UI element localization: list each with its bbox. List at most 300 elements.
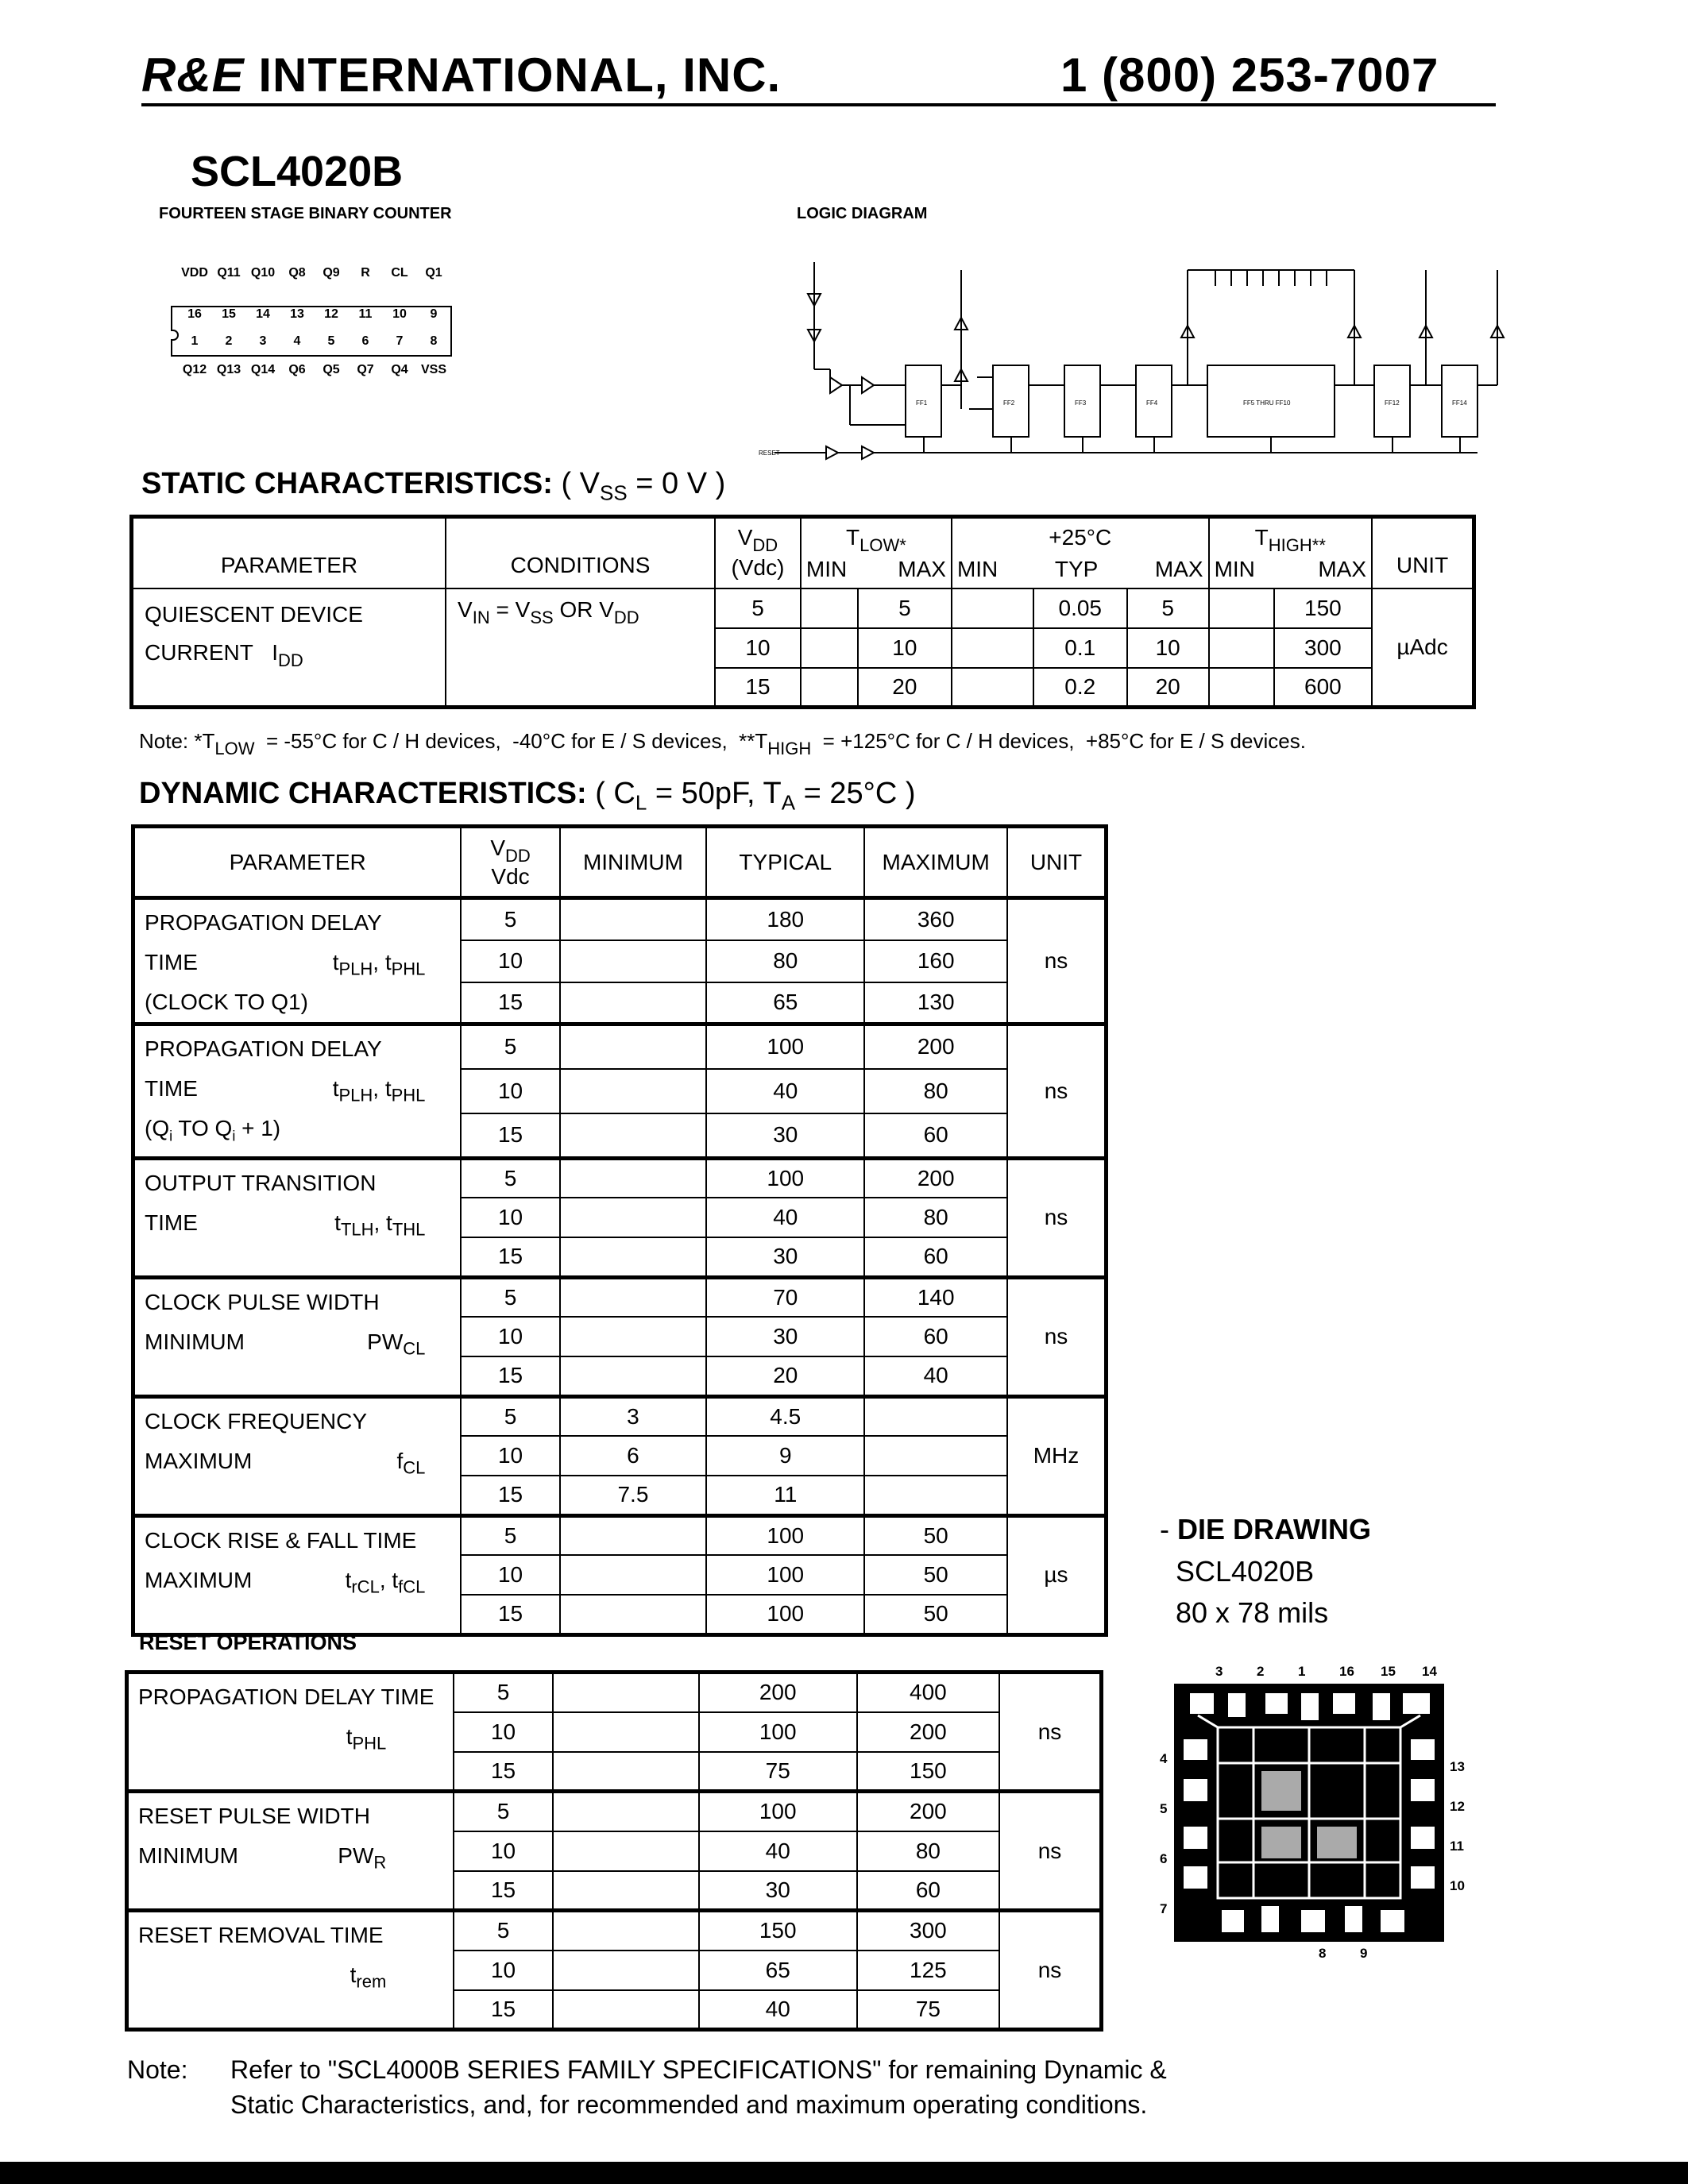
static-cell-thigh-max: 600 (1274, 668, 1372, 708)
cell-minimum (560, 940, 706, 982)
param-line2: TIME (145, 950, 198, 974)
static-cell-thigh-min (1209, 588, 1274, 628)
die-size: 80 x 78 mils (1176, 1596, 1329, 1629)
pin-label: Q7 (357, 363, 374, 376)
param-sym: PW (338, 1843, 374, 1868)
cell-typical: 100 (706, 1555, 864, 1595)
cell-vdd: 10 (461, 940, 559, 982)
pin-label: Q14 (250, 363, 276, 376)
static-cell-typ25: 0.1 (1033, 628, 1127, 668)
pin-number: 4 (293, 334, 301, 348)
param-line3-sub2: i (232, 1128, 236, 1144)
table-row (127, 1792, 1102, 1831)
cell-minimum (553, 1871, 699, 1911)
cell-typical: 30 (706, 1113, 864, 1158)
static-cell-max25: 20 (1127, 668, 1209, 708)
pin-label: Q9 (323, 266, 340, 280)
pin-label: Q12 (182, 363, 207, 376)
static-title (141, 467, 725, 506)
cell-vdd: 15 (454, 1752, 552, 1792)
dynamic-header-typical: TYPICAL (706, 827, 864, 898)
param-symbol (333, 943, 426, 990)
cell-typical: 100 (699, 1712, 857, 1752)
param-sym-sub: PLH (338, 1085, 373, 1106)
param-line2: TIME (145, 1210, 198, 1235)
pin-number: 8 (430, 334, 438, 348)
cell-typical: 180 (706, 898, 864, 940)
dynamic-condition (595, 777, 916, 815)
param-sym-sub: PLH (338, 959, 373, 979)
cell-maximum: 60 (857, 1871, 999, 1911)
static-cell-tlow-max: 10 (858, 628, 952, 668)
param-line2: MAXIMUM (145, 1567, 253, 1592)
pinout-bottom-labels (163, 363, 457, 380)
cell-vdd: 15 (461, 1356, 559, 1396)
param-symbol (397, 1441, 426, 1488)
cell-minimum: 3 (560, 1396, 706, 1436)
die-pin-label: 12 (1450, 1799, 1465, 1814)
cell-typical: 80 (706, 940, 864, 982)
die-pin-label: 5 (1160, 1801, 1168, 1816)
table-row (133, 1024, 1107, 1069)
cell-vdd: 10 (461, 1555, 559, 1595)
pin-number: 16 (187, 307, 202, 321)
static-cell-min25 (952, 628, 1033, 668)
table-row (133, 898, 1107, 940)
static-header-25c (952, 517, 1209, 588)
static-25c-max: MAX (1154, 557, 1203, 582)
reset-param-cell (127, 1673, 454, 1792)
die-pin-label: 4 (1160, 1751, 1168, 1766)
param-symbol (346, 1561, 426, 1607)
cell-maximum: 200 (864, 1158, 1007, 1198)
table-row (133, 1158, 1107, 1198)
cell-maximum: 200 (864, 1024, 1007, 1069)
cell-typical: 100 (706, 1515, 864, 1555)
cell-maximum: 150 (857, 1752, 999, 1792)
pin-number: 1 (191, 334, 199, 348)
static-25c-typ: TYP (1054, 557, 1099, 582)
cell-minimum (560, 898, 706, 940)
static-thigh-sub-headers (1210, 557, 1371, 587)
param-symbol (333, 1069, 426, 1116)
static-cond-or: OR V (553, 596, 614, 622)
cell-vdd: 15 (461, 1237, 559, 1277)
static-cond-v: V (458, 596, 473, 622)
param-line1: PROPAGATION DELAY (145, 1036, 382, 1061)
static-cell-max25: 10 (1127, 628, 1209, 668)
cell-vdd: 10 (461, 1317, 559, 1356)
cell-typical: 11 (706, 1476, 864, 1515)
dynamic-param-cell (133, 898, 462, 1024)
pin-number: 12 (324, 307, 338, 321)
dynamic-table (131, 824, 1108, 1637)
cell-minimum (560, 982, 706, 1024)
cell-minimum (560, 1198, 706, 1237)
cell-vdd: 5 (461, 1158, 559, 1198)
cell-maximum: 50 (864, 1555, 1007, 1595)
cell-minimum (560, 1069, 706, 1113)
cell-vdd: 5 (461, 898, 559, 940)
cell-typical: 70 (706, 1277, 864, 1317)
param-line1: PROPAGATION DELAY TIME (138, 1684, 435, 1709)
param-sym: t (346, 1724, 353, 1749)
cell-vdd: 10 (454, 1951, 552, 1990)
cell-maximum: 130 (864, 982, 1007, 1024)
static-tlow-t: T (846, 525, 860, 550)
static-condition (561, 467, 726, 505)
cell-typical: 100 (706, 1595, 864, 1634)
static-vdd-sub: DD (752, 535, 778, 556)
static-thigh-sub: HIGH** (1268, 535, 1326, 556)
param-sym: t (334, 1210, 341, 1235)
dynamic-vdd-sub: DD (505, 845, 531, 866)
static-title-text: STATIC CHARACTERISTICS: (141, 467, 553, 500)
cell-vdd: 15 (461, 982, 559, 1024)
cell-minimum (553, 1792, 699, 1831)
pin-label: Q8 (288, 266, 306, 280)
cell-unit: ns (1007, 1277, 1107, 1396)
cell-minimum (553, 1911, 699, 1951)
die-pin-label: 10 (1450, 1878, 1465, 1893)
ff-label: FF4 (1146, 399, 1158, 407)
table-row (127, 1911, 1102, 1951)
pinout-top-numbers (163, 307, 457, 325)
static-note-c: = +125°C for C / H devices, +85°C for E / S devices. (811, 729, 1306, 753)
static-cond-s1: IN (472, 607, 490, 627)
static-header-vdd (715, 517, 801, 588)
static-cond-s2: SS (530, 607, 554, 627)
reset-param-cell (127, 1792, 454, 1911)
cell-minimum (553, 1712, 699, 1752)
die-pin-label: 1 (1298, 1664, 1306, 1679)
die-pin-label: 7 (1160, 1901, 1168, 1916)
cell-vdd: 15 (461, 1595, 559, 1634)
cell-minimum (560, 1024, 706, 1069)
param-sym2-sub: PHL (391, 959, 426, 979)
dynamic-cond-a: ( C (595, 777, 635, 810)
pin-label: CL (391, 266, 408, 280)
bottom-bar (0, 2162, 1688, 2184)
ff-label: FF1 (916, 399, 928, 407)
pin-label: Q4 (391, 363, 408, 376)
cell-maximum: 60 (864, 1237, 1007, 1277)
param-sym-sub: CL (403, 1457, 426, 1478)
static-cell-typ25: 0.05 (1033, 588, 1127, 628)
cell-typical: 40 (699, 1990, 857, 2030)
cell-maximum: 200 (857, 1712, 999, 1752)
static-vdd-unit: (Vdc) (731, 555, 785, 581)
cell-vdd: 15 (461, 1113, 559, 1158)
die-pins-right (1450, 1707, 1481, 1922)
static-cell-thigh-min (1209, 668, 1274, 708)
static-cell-min25 (952, 588, 1033, 628)
dynamic-param-cell (133, 1158, 462, 1277)
pin-label: Q6 (288, 363, 306, 376)
ff-label: FF2 (1003, 399, 1015, 407)
static-cell-typ25: 0.2 (1033, 668, 1127, 708)
static-tlow-sub: LOW* (859, 535, 906, 556)
cell-vdd: 5 (461, 1024, 559, 1069)
pinout-bottom-numbers (163, 334, 457, 352)
cell-minimum (560, 1113, 706, 1158)
pinout-top-labels (163, 266, 457, 284)
cell-minimum (560, 1555, 706, 1595)
static-cell-vdd: 10 (715, 628, 801, 668)
param-line3-sub: i (169, 1128, 173, 1144)
static-note-sub1: LOW (214, 739, 255, 758)
param-sym-sub: TLH (340, 1219, 374, 1240)
param-sym2: , t (373, 1076, 392, 1101)
param-line2: MINIMUM (138, 1843, 238, 1868)
ff-label: FF5 THRU FF10 (1243, 399, 1291, 407)
static-header-unit: UNIT (1372, 517, 1474, 588)
die-pin-label: 9 (1360, 1946, 1368, 1961)
static-cell-vdd: 15 (715, 668, 801, 708)
static-condition-cell (446, 588, 715, 708)
logic-diagram-title: LOGIC DIAGRAM (797, 205, 928, 222)
cell-maximum: 80 (864, 1198, 1007, 1237)
cell-vdd: 5 (461, 1396, 559, 1436)
cell-minimum (553, 1752, 699, 1792)
static-cell-thigh-max: 300 (1274, 628, 1372, 668)
cell-minimum (560, 1277, 706, 1317)
cell-maximum: 80 (864, 1069, 1007, 1113)
cell-vdd: 5 (454, 1673, 552, 1712)
static-cell-tlow-min (801, 588, 858, 628)
static-thigh-max: MAX (1318, 557, 1367, 582)
static-cond-s3: DD (613, 607, 639, 627)
pin-label: VDD (181, 266, 208, 280)
pin-number: 2 (225, 334, 233, 348)
cell-typical: 20 (706, 1356, 864, 1396)
static-cell-tlow-max: 20 (858, 668, 952, 708)
ff-label: FF3 (1075, 399, 1087, 407)
cell-maximum: 75 (857, 1990, 999, 2030)
footer-note-line2: Static Characteristics, and, for recommended and maximum operating conditions. (230, 2090, 1148, 2119)
static-tlow-title (802, 519, 951, 557)
reset-label: RESET (759, 450, 780, 457)
param-line3: (Q (145, 1116, 170, 1140)
dynamic-cond-c: = 25°C ) (795, 777, 916, 810)
company-name-italic: R&E (141, 48, 245, 102)
param-line2: MAXIMUM (145, 1448, 253, 1473)
part-number: SCL4020B (191, 148, 404, 195)
cell-typical: 30 (706, 1237, 864, 1277)
cell-minimum (553, 1831, 699, 1871)
param-symbol (346, 1717, 387, 1764)
cell-typical: 40 (706, 1198, 864, 1237)
cell-typical: 150 (699, 1911, 857, 1951)
static-param-sym-sub: DD (278, 650, 303, 670)
dynamic-vdd-v: V (490, 835, 505, 860)
static-param-line2: CURRENT (145, 639, 253, 665)
dynamic-header-maximum: MAXIMUM (864, 827, 1007, 898)
cell-minimum: 6 (560, 1436, 706, 1476)
reset-param-cell (127, 1911, 454, 2030)
param-sym: t (332, 1076, 339, 1101)
param-line3-end: + 1) (235, 1116, 281, 1140)
cell-maximum: 40 (864, 1356, 1007, 1396)
static-cell-max25: 5 (1127, 588, 1209, 628)
die-pin-label: 14 (1422, 1664, 1437, 1679)
cell-minimum (553, 1673, 699, 1712)
cell-vdd: 15 (454, 1871, 552, 1911)
cell-maximum: 360 (864, 898, 1007, 940)
die-pin-label: 16 (1339, 1664, 1354, 1679)
die-pins-top (1168, 1664, 1438, 1683)
cell-typical: 30 (706, 1317, 864, 1356)
static-cell-min25 (952, 668, 1033, 708)
param-sym: f (396, 1448, 404, 1473)
dynamic-vdd-unit: Vdc (491, 863, 530, 889)
die-pin-label: 13 (1450, 1759, 1465, 1774)
cell-minimum (560, 1515, 706, 1555)
die-image (1174, 1684, 1444, 1942)
param-sym2: , t (373, 950, 392, 974)
company-name-rest: INTERNATIONAL, INC. (244, 48, 782, 102)
param-line1: CLOCK PULSE WIDTH (145, 1289, 380, 1314)
footer-note-line1: Refer to "SCL4000B SERIES FAMILY SPECIFICATIONS" for remaining Dynamic & (230, 2055, 1167, 2084)
cell-typical: 9 (706, 1436, 864, 1476)
dynamic-param-cell (133, 1024, 462, 1159)
die-pin-label: 2 (1257, 1664, 1265, 1679)
static-thigh-t: T (1254, 525, 1269, 550)
param-sym: t (332, 950, 339, 974)
param-line2: TIME (145, 1076, 198, 1101)
table-row (133, 1277, 1107, 1317)
cell-maximum: 300 (857, 1911, 999, 1951)
cell-vdd: 15 (454, 1990, 552, 2030)
pin-number: 14 (256, 307, 270, 321)
pin-number: 3 (259, 334, 267, 348)
part-description: FOURTEEN STAGE BINARY COUNTER (159, 205, 452, 222)
dynamic-header-parameter: PARAMETER (133, 827, 462, 898)
static-25c-min: MIN (956, 557, 999, 582)
pin-number: 11 (358, 307, 373, 321)
cell-minimum (560, 1158, 706, 1198)
cell-vdd: 5 (454, 1911, 552, 1951)
die-pin-label: 8 (1319, 1946, 1327, 1961)
reset-title: RESET OPERATIONS (139, 1630, 357, 1654)
logic-diagram (759, 250, 1513, 469)
cell-maximum: 125 (857, 1951, 999, 1990)
pin-number: 6 (361, 334, 369, 348)
cell-maximum (864, 1476, 1007, 1515)
static-cond-sub: SS (600, 480, 628, 505)
cell-unit: ns (999, 1792, 1101, 1911)
pin-label: VSS (420, 363, 446, 376)
param-sym: t (350, 1962, 357, 1987)
static-param-cell (132, 588, 446, 708)
dynamic-title (139, 777, 915, 816)
die-part: SCL4020B (1176, 1555, 1315, 1588)
static-row (132, 588, 1474, 628)
cell-vdd: 15 (461, 1476, 559, 1515)
table-row (127, 1673, 1102, 1712)
param-line1: RESET PULSE WIDTH (138, 1804, 370, 1828)
cell-typical: 30 (699, 1871, 857, 1911)
cell-unit: MHz (1007, 1396, 1107, 1515)
static-cond-mid: = V (489, 596, 531, 622)
cell-vdd: 5 (461, 1515, 559, 1555)
cell-unit: ns (999, 1911, 1101, 2030)
param-symbol (334, 1203, 425, 1250)
static-cell-tlow-min (801, 668, 858, 708)
static-note-sub2: HIGH (767, 739, 812, 758)
cell-maximum: 50 (864, 1515, 1007, 1555)
dynamic-param-cell (133, 1277, 462, 1396)
cell-maximum: 60 (864, 1317, 1007, 1356)
param-line3-mid: TO Q (172, 1116, 233, 1140)
cell-vdd: 10 (454, 1712, 552, 1752)
pin-number: 10 (392, 307, 407, 321)
cell-typical: 4.5 (706, 1396, 864, 1436)
header-rule (141, 103, 1496, 106)
pin-number: 13 (290, 307, 304, 321)
param-sym-sub: rCL (351, 1576, 380, 1597)
static-header-conditions: CONDITIONS (446, 517, 715, 588)
pin-label: Q11 (217, 266, 241, 280)
die-title: - DIE DRAWING (1160, 1513, 1372, 1545)
param-line1: CLOCK RISE & FALL TIME (145, 1527, 417, 1553)
param-symbol (350, 1955, 387, 2002)
param-sym-sub: PHL (352, 1733, 387, 1754)
cell-unit: ns (1007, 1158, 1107, 1277)
static-cell-tlow-min (801, 628, 858, 668)
param-line3: (CLOCK TO Q1) (145, 990, 308, 1014)
cell-maximum: 80 (857, 1831, 999, 1871)
param-sym2: , t (373, 1210, 392, 1235)
cell-vdd: 5 (454, 1792, 552, 1831)
param-symbol (338, 1836, 386, 1883)
param-sym2: , t (379, 1567, 399, 1592)
dynamic-param-cell (133, 1396, 462, 1515)
dynamic-header-vdd (461, 827, 559, 898)
cell-unit: ns (999, 1673, 1101, 1792)
cell-typical: 100 (706, 1024, 864, 1069)
cell-typical: 200 (699, 1673, 857, 1712)
static-25c-sub-headers (952, 557, 1208, 587)
cell-minimum (560, 1237, 706, 1277)
static-header-parameter: PARAMETER (132, 517, 446, 588)
static-tlow-min: MIN (805, 557, 848, 582)
static-vdd-v: V (737, 525, 753, 550)
param-line1: PROPAGATION DELAY (145, 910, 382, 935)
static-table (129, 515, 1476, 709)
param-sym: t (345, 1567, 352, 1592)
table-row (133, 1515, 1107, 1555)
static-note (139, 729, 1306, 759)
cell-maximum: 60 (864, 1113, 1007, 1158)
die-pin-label: 3 (1215, 1664, 1223, 1679)
die-pin-label: 15 (1381, 1664, 1396, 1679)
static-note-b: = -55°C for C / H devices, -40°C for E / S devices, **T (254, 729, 768, 753)
cell-typical: 75 (699, 1752, 857, 1792)
cell-minimum: 7.5 (560, 1476, 706, 1515)
cell-typical: 100 (699, 1792, 857, 1831)
static-unit-cell: µAdc (1372, 588, 1474, 708)
phone-number: 1 (800) 253-7007 (1060, 48, 1439, 102)
param-sym2-sub: PHL (391, 1085, 426, 1106)
param-sym2-sub: THL (392, 1219, 426, 1240)
cell-typical: 65 (699, 1951, 857, 1990)
static-param-sym: I (272, 639, 279, 665)
static-cond-a: ( V (561, 467, 601, 500)
static-thigh-title (1210, 519, 1371, 557)
dynamic-cond-sub2: A (781, 790, 796, 815)
static-cell-vdd: 5 (715, 588, 801, 628)
